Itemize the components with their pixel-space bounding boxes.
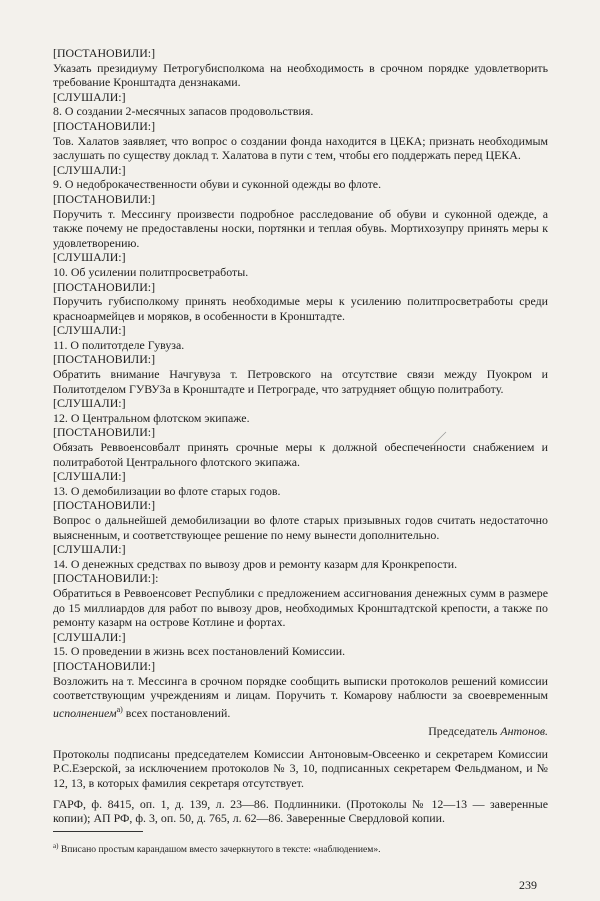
- section-heading: 10. Об усилении политпросветработы.: [53, 264, 249, 279]
- pencil-stroke-mark: [426, 430, 448, 452]
- section-heading: 13. О демобилизации во флоте старых годов.: [53, 483, 281, 498]
- resolution-paragraph: Вопрос о дальнейшей демобилизации во флоте старых призывных годов считать недостаточно выясненным, и соответствующее решение по нему вынести дополнительно.: [53, 513, 548, 542]
- section-heading: [СЛУШАЛИ:]: [53, 162, 126, 177]
- section-heading: 15. О проведении в жизнь всех постановлений Комиссии.: [53, 644, 346, 659]
- section-heading: [СЛУШАЛИ:]: [53, 469, 126, 484]
- footnote-divider: [53, 831, 143, 832]
- section-heading: 14. О денежных средствах по вывозу дров и ремонту казарм для Кронкрепости.: [53, 556, 458, 571]
- final-resolution-text: Возложить на т. Мессинга в срочном порядке сообщить выписки протоколов решений комиссии соответствующим учреждениям и лицам. Поручить т. Комарову наблюсти за своевременным: [53, 673, 548, 703]
- resolution-paragraph: Тов. Халатов заявляет, что вопрос о создании фонда находится в ЦЕКА; признать необходимым заслушать по существу доклад т. Халатова в пути с тем, чтобы его поддержать перед ЦЕКА.: [53, 133, 548, 163]
- section-heading: [ПОСТАНОВИЛИ:]: [53, 279, 156, 294]
- page-number: 239: [519, 878, 537, 892]
- resolution-paragraph: Указать президиуму Петрогубисполкома на необходимость в срочном порядке удовлетворить требование Кронштадта дензнаками.: [53, 60, 548, 90]
- section-heading: [ПОСТАНОВИЛИ:]: [53, 46, 156, 60]
- italic-word: исполнением: [53, 705, 117, 720]
- section-heading: [ПОСТАНОВИЛИ:]: [53, 425, 156, 440]
- section-heading: [СЛУШАЛИ:]: [53, 89, 126, 104]
- section-heading: [СЛУШАЛИ:]: [53, 323, 126, 338]
- resolution-paragraph: Поручить т. Мессингу произвести подробное расследование об обуви и суконной одежде, а также почему не предоставлены носки, портянки и теплая обувь. Мортихозупру принять меры к удовлетворению.: [53, 206, 548, 250]
- section-heading: [СЛУШАЛИ:]: [53, 250, 126, 265]
- closing-note: Протоколы подписаны председателем Комиссии Антоновым-Овсеенко и секретарем Комиссии Р.С.Езерской, за исключением протоколов № 3, 10, подписанных секретарем Фельдманом, и № 12, 13, в которых фамилия секретаря отсутствует.: [53, 746, 548, 791]
- resolution-paragraph: Обязать Реввоенсовбалт принять срочные меры к должной обеспеченности снабжением и политработой Центрального флотского экипажа.: [53, 440, 548, 469]
- footnote-reference: а): [116, 704, 123, 714]
- section-heading: [ПОСТАНОВИЛИ:]:: [53, 571, 159, 586]
- archive-reference: ГАРФ, ф. 8415, оп. 1, д. 139, л. 23—86. Подлинники. (Протоколы № 12—13 — заверенные копии); АП РФ, ф. 3, оп. 50, д. 765, л. 62—86. Заверенные Свердловой копии.: [53, 796, 548, 826]
- section-heading: [ПОСТАНОВИЛИ:]: [53, 498, 156, 513]
- section-heading: [ПОСТАНОВИЛИ:]: [53, 352, 156, 367]
- section-heading: 9. О недоброкачественности обуви и суконной одежды во флоте.: [53, 177, 382, 192]
- section-heading: [СЛУШАЛИ:]: [53, 396, 126, 411]
- section-heading: [СЛУШАЛИ:]: [53, 542, 126, 557]
- protocol-body: [53, 46, 548, 674]
- resolution-paragraph: Обратить внимание Начгувуза т. Петровского на отсутствие связи между Пуокром и Политотделом ГУВУЗа в Кронштадте и Петрограде, что затрудняет общую политработу.: [53, 367, 548, 396]
- section-heading: 8. О создании 2-месячных запасов продовольствия.: [53, 104, 314, 119]
- section-heading: [ПОСТАНОВИЛИ:]: [53, 118, 156, 133]
- resolution-paragraph: Поручить губисполкому принять необходимые меры к усилению политпросветработы среди красноармейцев и моряков, в особенности в Кронштадте.: [53, 294, 548, 323]
- signature-name: Антонов.: [500, 724, 548, 739]
- section-heading: [ПОСТАНОВИЛИ:]: [53, 191, 156, 206]
- footnote-mark: а): [53, 841, 59, 850]
- resolution-paragraph: Обратиться в Реввоенсовет Республики с предложением ассигнования денежных сумм в размере до 15 миллиардов для работ по вывозу дров, необходимых Кронштадтской крепости, а также по ремонту казарм на острове Котлине и фортах.: [53, 585, 548, 630]
- signature-role: Председатель: [428, 724, 498, 739]
- footnote: [53, 840, 548, 856]
- section-heading: [ПОСТАНОВИЛИ:]: [53, 658, 156, 673]
- footnote-text: Вписано простым карандашом вместо зачеркнутого в тексте: «наблюдением».: [58, 844, 381, 856]
- chairman-signature: [53, 724, 548, 739]
- section-heading: 12. О Центральном флотском экипаже.: [53, 410, 250, 425]
- section-heading: 11. О политотделе Гувуза.: [53, 337, 185, 352]
- final-resolution-paragraph: [53, 674, 548, 721]
- section-heading: [СЛУШАЛИ:]: [53, 629, 126, 644]
- final-resolution-tail: всех постановлений.: [122, 705, 231, 720]
